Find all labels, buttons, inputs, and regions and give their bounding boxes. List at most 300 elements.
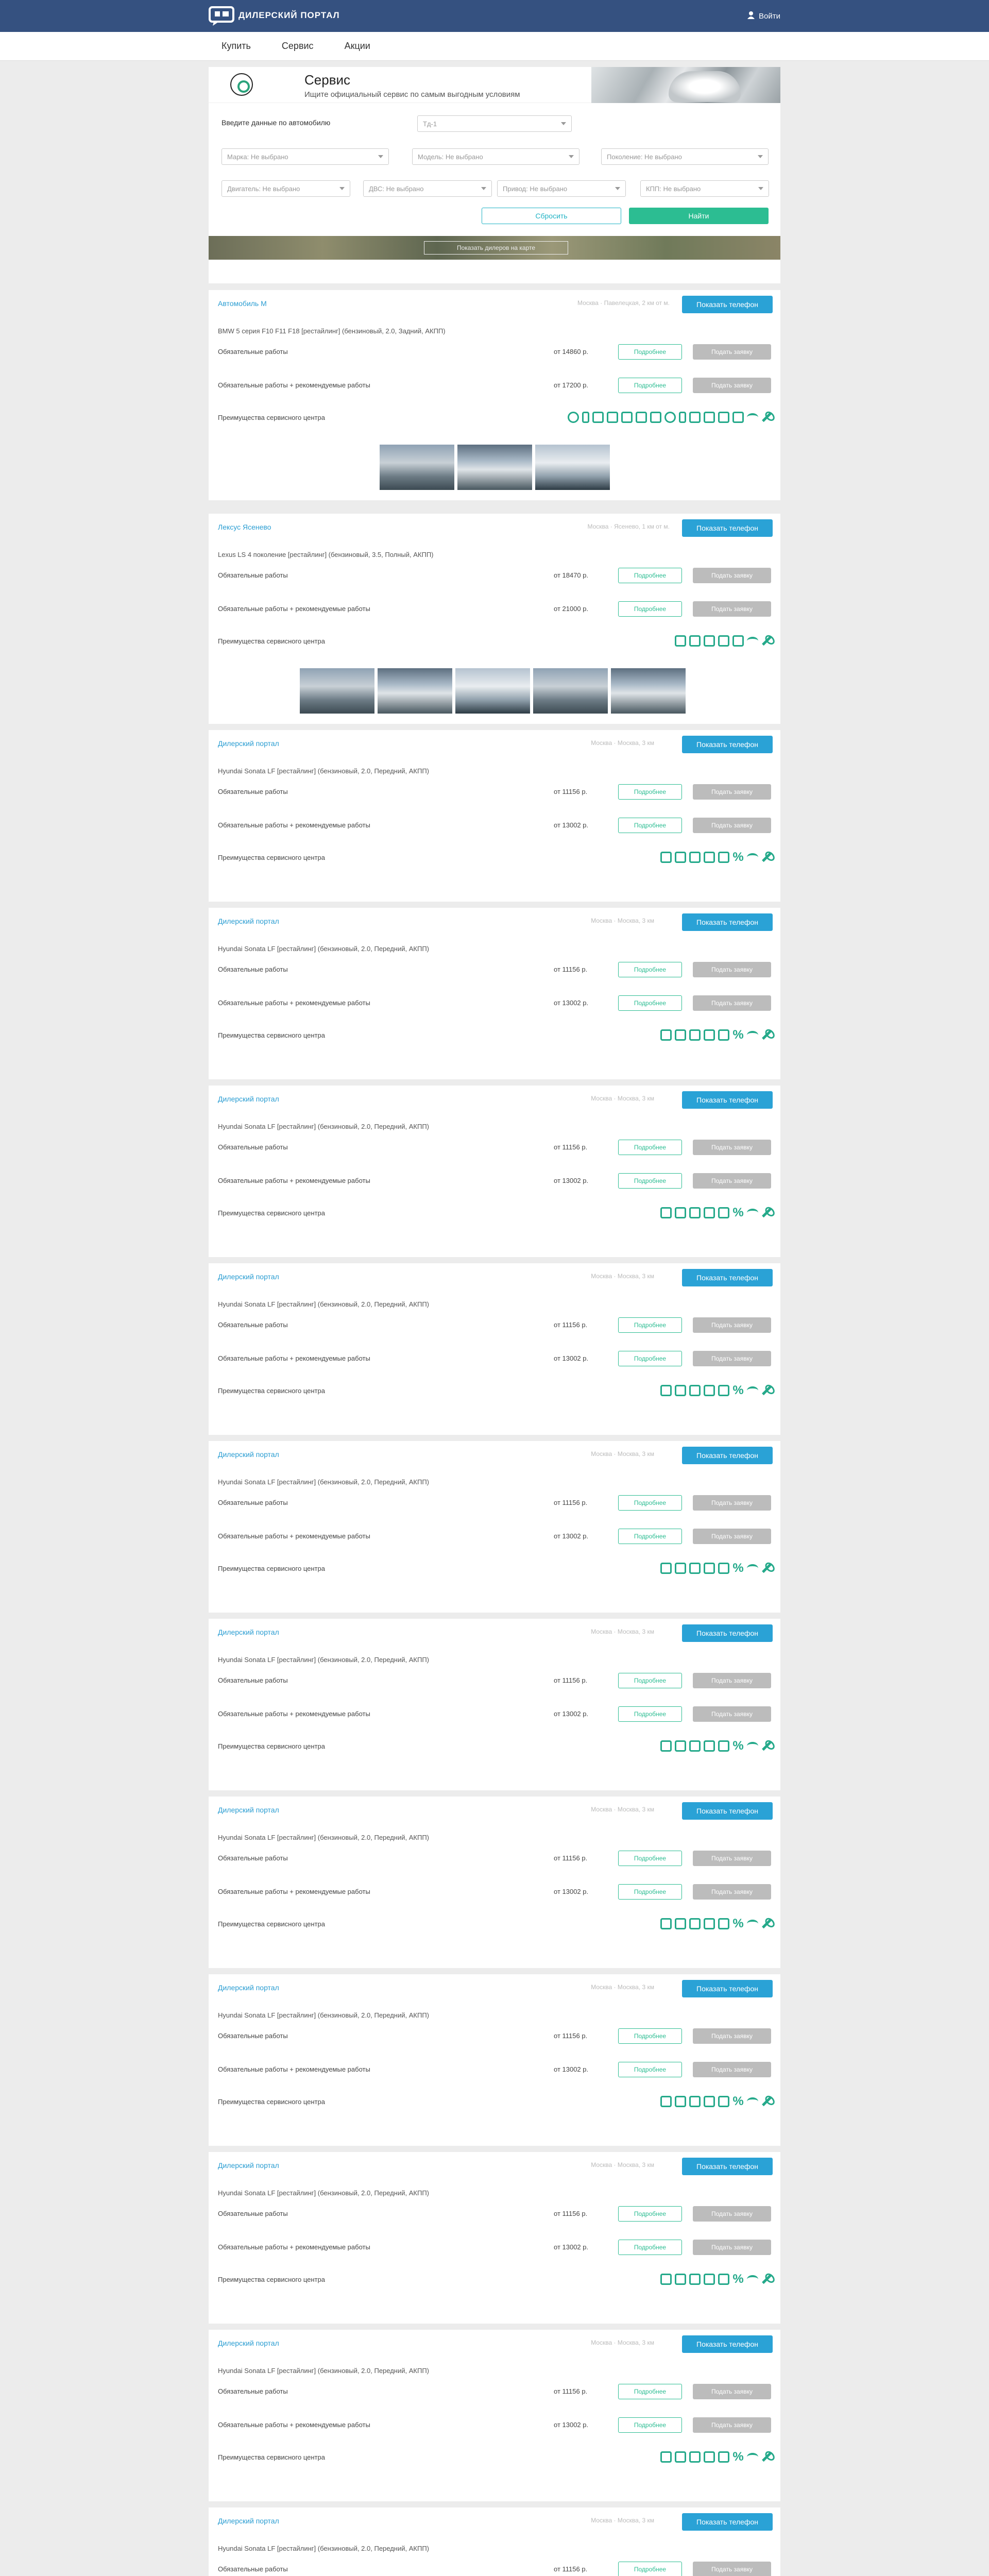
details-button[interactable]: Подробнее xyxy=(618,2062,682,2077)
dealer-name-link[interactable]: Дилерский портал xyxy=(218,739,279,748)
film-icon xyxy=(689,635,701,647)
dealer-name-link[interactable]: Дилерский портал xyxy=(218,1450,279,1459)
clock-icon xyxy=(568,412,579,423)
price-row-label: Обязательные работы + рекомендуемые работы xyxy=(218,2065,370,2073)
car-description: Hyundai Sonata LF [рестайлинг] (бензиновый, 2.0, Передний, АКПП) xyxy=(218,767,429,775)
sofa-icon xyxy=(704,635,715,647)
wrench-icon xyxy=(759,2449,775,2465)
login-label: Войти xyxy=(759,11,780,21)
service-card xyxy=(209,1968,780,2146)
card-header xyxy=(209,1797,780,1822)
price-row xyxy=(209,1493,780,1513)
price-row-label: Обязательные работы xyxy=(218,1321,288,1329)
service-card xyxy=(209,1435,780,1613)
gas-station-icon xyxy=(732,635,744,647)
car-wash-icon xyxy=(718,1740,729,1752)
wrench-icon xyxy=(759,1916,775,1931)
car-description: Hyundai Sonata LF [рестайлинг] (бензиновый, 2.0, Передний, АКПП) xyxy=(218,2545,429,2552)
wrench-icon xyxy=(759,633,775,649)
price-row-label: Обязательные работы + рекомендуемые работы xyxy=(218,605,370,613)
tire-icon xyxy=(664,412,676,423)
price-row-label: Обязательные работы + рекомендуемые работы xyxy=(218,1710,370,1718)
road-icon xyxy=(689,412,701,423)
key-icon xyxy=(679,412,686,423)
wifi-icon xyxy=(747,413,758,421)
dealer-location: Москва · Москва, 3 км xyxy=(591,2161,654,2168)
advantages-icons xyxy=(660,852,773,863)
price-value: от 13002 р. xyxy=(554,1532,589,1540)
car-wash-icon xyxy=(718,1207,729,1218)
price-row xyxy=(209,2237,780,2258)
price-row-label: Обязательные работы xyxy=(218,1854,288,1862)
car-description: Hyundai Sonata LF [рестайлинг] (бензиновый, 2.0, Передний, АКПП) xyxy=(218,1834,429,1841)
advantages-label: Преимущества сервисного центра xyxy=(218,1742,325,1750)
price-row xyxy=(209,1670,780,1691)
brand-select[interactable]: Марка: Не выбрано xyxy=(221,148,389,165)
show-phone-button[interactable]: Показать телефон xyxy=(682,1269,773,1286)
price-row xyxy=(209,1704,780,1724)
apply-button[interactable]: Подать заявку xyxy=(693,1495,771,1511)
brand-logo[interactable] xyxy=(209,5,340,26)
price-row xyxy=(209,2381,780,2402)
apply-button[interactable]: Подать заявку xyxy=(693,1884,771,1900)
percent-icon: % xyxy=(732,850,744,864)
car-icon xyxy=(675,1563,686,1574)
generation-select[interactable]: Поколение: Не выбрано xyxy=(601,148,769,165)
percent-icon: % xyxy=(732,1028,744,1042)
price-value: от 13002 р. xyxy=(554,999,589,1007)
price-row xyxy=(209,2026,780,2046)
dealer-name-link[interactable]: Автомобиль М xyxy=(218,299,267,308)
wifi-icon xyxy=(747,1564,758,1572)
car-icon xyxy=(689,1385,701,1396)
car-description: BMW 5 серия F10 F11 F18 [рестайлинг] (бензиновый, 2.0, Задний, АКПП) xyxy=(218,327,446,335)
details-button[interactable]: Подробнее xyxy=(618,1140,682,1155)
apply-button[interactable]: Подать заявку xyxy=(693,818,771,833)
sofa-icon xyxy=(704,1918,715,1929)
apply-button[interactable]: Подать заявку xyxy=(693,378,771,393)
price-row xyxy=(209,375,780,396)
price-value: от 13002 р. xyxy=(554,1354,589,1362)
price-value: от 11156 р. xyxy=(554,2387,588,2395)
price-row xyxy=(209,599,780,619)
car-icon xyxy=(689,1029,701,1041)
price-value: от 17200 р. xyxy=(554,381,589,389)
car-description: Hyundai Sonata LF [рестайлинг] (бензиновый, 2.0, Передний, АКПП) xyxy=(218,2367,429,2375)
car-icon xyxy=(675,1207,686,1218)
wrench-icon xyxy=(759,1560,775,1576)
apply-button[interactable]: Подать заявку xyxy=(693,2028,771,2044)
percent-icon: % xyxy=(732,2450,744,2464)
price-row-label: Обязательные работы xyxy=(218,788,288,795)
price-value: от 13002 р. xyxy=(554,2243,589,2251)
film-icon xyxy=(660,852,672,863)
dealer-location: Москва · Москва, 3 км xyxy=(591,1095,654,1102)
person-icon xyxy=(582,412,589,423)
details-button[interactable]: Подробнее xyxy=(618,2028,682,2044)
dealer-name-link[interactable]: Дилерский портал xyxy=(218,2161,279,2170)
details-button[interactable]: Подробнее xyxy=(618,1673,682,1688)
wrench-icon xyxy=(759,849,775,865)
form-label: Введите данные по автомобилю xyxy=(221,118,331,127)
service-photo[interactable] xyxy=(380,445,454,490)
car-description: Hyundai Sonata LF [рестайлинг] (бензиновый, 2.0, Передний, АКПП) xyxy=(218,945,429,953)
price-value: от 21000 р. xyxy=(554,605,589,613)
car-wash-icon xyxy=(718,2096,729,2107)
price-row-label: Обязательные работы + рекомендуемые работы xyxy=(218,1532,370,1540)
percent-icon: % xyxy=(732,1917,744,1930)
dealer-name-link[interactable]: Дилерский портал xyxy=(218,1628,279,1636)
engine-select[interactable]: Двигатель: Не выбрано xyxy=(221,180,350,197)
dealer-name-link[interactable]: Дилерский портал xyxy=(218,1095,279,1103)
price-row-label: Обязательные работы xyxy=(218,2210,288,2217)
car-icon xyxy=(675,1385,686,1396)
price-row-label: Обязательные работы xyxy=(218,2032,288,2040)
percent-icon: % xyxy=(732,1206,744,1219)
advantages-icons xyxy=(568,412,773,423)
page-title: Сервис xyxy=(304,72,351,88)
city-select[interactable]: Тд-1 xyxy=(417,115,572,132)
advantages-icons xyxy=(660,1918,773,1929)
dealer-location: Москва · Ясенево, 1 км от м. xyxy=(587,523,670,530)
wifi-icon xyxy=(747,637,758,645)
card-header xyxy=(209,1619,780,1645)
card-header xyxy=(209,2152,780,2178)
price-row xyxy=(209,1315,780,1335)
apply-button[interactable]: Подать заявку xyxy=(693,1351,771,1366)
apply-button[interactable]: Подать заявку xyxy=(693,995,771,1011)
price-row-label: Обязательные работы xyxy=(218,348,288,355)
advantages-icons xyxy=(660,1740,773,1752)
apply-button[interactable]: Подать заявку xyxy=(693,344,771,360)
show-map-button[interactable]: Показать дилеров на карте xyxy=(424,241,568,255)
card-header xyxy=(209,2507,780,2533)
reset-button[interactable]: Сбросить xyxy=(482,208,621,224)
apply-button[interactable]: Подать заявку xyxy=(693,1706,771,1722)
drive-select[interactable]: Привод: Не выбрано xyxy=(497,180,626,197)
car-description: Lexus LS 4 поколение [рестайлинг] (бензиновый, 3.5, Полный, АКПП) xyxy=(218,551,434,558)
price-row-label: Обязательные работы + рекомендуемые работы xyxy=(218,1888,370,1895)
price-row xyxy=(209,565,780,586)
show-phone-button[interactable]: Показать телефон xyxy=(682,2335,773,2353)
advantages-label: Преимущества сервисного центра xyxy=(218,2453,325,2461)
advantages-label: Преимущества сервисного центра xyxy=(218,1565,325,1572)
card-header xyxy=(209,908,780,934)
film-icon xyxy=(660,1563,672,1574)
apply-button[interactable]: Подать заявку xyxy=(693,784,771,800)
car-wash-icon xyxy=(718,412,729,423)
dealer-location: Москва · Павелецкая, 2 км от м. xyxy=(577,299,670,307)
film-icon xyxy=(621,412,633,423)
details-button[interactable]: Подробнее xyxy=(618,2562,682,2576)
service-photo[interactable] xyxy=(378,668,452,714)
details-button[interactable]: Подробнее xyxy=(618,2240,682,2255)
sofa-icon xyxy=(704,1207,715,1218)
details-button[interactable]: Подробнее xyxy=(618,601,682,617)
apply-button[interactable]: Подать заявку xyxy=(693,1140,771,1155)
service-photo[interactable] xyxy=(300,668,374,714)
percent-icon: % xyxy=(732,2094,744,2108)
sofa-icon xyxy=(704,1385,715,1396)
sofa-icon xyxy=(704,1029,715,1041)
sofa-icon xyxy=(704,2274,715,2285)
price-row xyxy=(209,993,780,1013)
dealer-name-link[interactable]: Дилерский портал xyxy=(218,2517,279,2525)
car-description: Hyundai Sonata LF [рестайлинг] (бензиновый, 2.0, Передний, АКПП) xyxy=(218,1478,429,1486)
film-icon xyxy=(660,2274,672,2285)
show-phone-button[interactable]: Показать телефон xyxy=(682,1980,773,1997)
car-filter-form xyxy=(209,103,780,272)
find-button[interactable]: Найти xyxy=(629,208,769,224)
show-phone-button[interactable]: Показать телефон xyxy=(682,913,773,931)
price-value: от 11156 р. xyxy=(554,2032,588,2040)
dealer-name-link[interactable]: Дилерский портал xyxy=(218,2339,279,2347)
wifi-icon xyxy=(747,1742,758,1750)
details-button[interactable]: Подробнее xyxy=(618,2384,682,2399)
coffee-icon xyxy=(718,635,729,647)
wrench-icon xyxy=(759,1738,775,1754)
dealer-name-link[interactable]: Лексус Ясенево xyxy=(218,523,271,531)
apply-button[interactable]: Подать заявку xyxy=(693,568,771,583)
car-icon xyxy=(689,2096,701,2107)
card-header xyxy=(209,1263,780,1289)
service-card xyxy=(209,724,780,902)
apply-button[interactable]: Подать заявку xyxy=(693,2562,771,2576)
service-photos xyxy=(300,668,686,714)
price-row-label: Обязательные работы + рекомендуемые работы xyxy=(218,999,370,1007)
percent-icon: % xyxy=(732,2272,744,2286)
show-phone-button[interactable]: Показать телефон xyxy=(682,1802,773,1820)
card-header xyxy=(209,1974,780,2000)
percent-icon: % xyxy=(732,1561,744,1575)
details-button[interactable]: Подробнее xyxy=(618,568,682,583)
price-row-label: Обязательные работы xyxy=(218,2387,288,2395)
film-icon xyxy=(660,1385,672,1396)
details-button[interactable]: Подробнее xyxy=(618,1495,682,1511)
car-icon xyxy=(689,1918,701,1929)
tv-icon xyxy=(704,412,715,423)
percent-icon: % xyxy=(732,1383,744,1397)
price-row-label: Обязательные работы xyxy=(218,2565,288,2573)
details-button[interactable]: Подробнее xyxy=(618,344,682,360)
price-row-label: Обязательные работы + рекомендуемые работы xyxy=(218,381,370,389)
details-button[interactable]: Подробнее xyxy=(618,995,682,1011)
dealer-location: Москва · Москва, 3 км xyxy=(591,2517,654,2524)
wrench-icon xyxy=(759,1382,775,1398)
nav-item-buy[interactable]: Купить xyxy=(221,41,251,51)
banner-car-image xyxy=(591,67,780,103)
login-link[interactable] xyxy=(747,11,780,21)
advantages-label: Преимущества сервисного центра xyxy=(218,1031,325,1039)
dealer-name-link[interactable]: Дилерский портал xyxy=(218,917,279,925)
card-header xyxy=(209,290,780,316)
service-card xyxy=(209,902,780,1079)
dealer-location: Москва · Москва, 3 км xyxy=(591,1806,654,1813)
wrench-icon xyxy=(759,2093,775,2109)
model-select[interactable]: Модель: Не выбрано xyxy=(412,148,579,165)
service-card xyxy=(209,1790,780,1968)
price-value: от 14860 р. xyxy=(554,348,589,355)
price-value: от 11156 р. xyxy=(554,1676,588,1684)
details-button[interactable]: Подробнее xyxy=(618,1173,682,1189)
service-logo-icon xyxy=(230,73,253,96)
details-button[interactable]: Подробнее xyxy=(618,2206,682,2222)
sofa-icon xyxy=(704,2096,715,2107)
sofa-icon xyxy=(704,2451,715,2463)
apply-button[interactable]: Подать заявку xyxy=(693,1529,771,1544)
price-row xyxy=(209,782,780,802)
wifi-icon xyxy=(747,1386,758,1395)
card-header xyxy=(209,514,780,539)
advantages-icons xyxy=(660,2274,773,2285)
car-icon xyxy=(675,1918,686,1929)
details-button[interactable]: Подробнее xyxy=(618,818,682,833)
user-icon xyxy=(747,11,755,21)
tv-icon xyxy=(675,635,686,647)
page-subtitle: Ищите официальный сервис по самым выгодным условиям xyxy=(304,90,520,99)
coffee-icon xyxy=(636,412,647,423)
details-button[interactable]: Подробнее xyxy=(618,1706,682,1722)
gearbox-select[interactable]: КПП: Не выбрано xyxy=(640,180,769,197)
dealer-name-link[interactable]: Дилерский портал xyxy=(218,1984,279,1992)
apply-button[interactable]: Подать заявку xyxy=(693,1317,771,1333)
apply-button[interactable]: Подать заявку xyxy=(693,2417,771,2433)
wrench-icon xyxy=(759,1027,775,1043)
details-button[interactable]: Подробнее xyxy=(618,1851,682,1866)
details-button[interactable]: Подробнее xyxy=(618,2417,682,2433)
price-value: от 13002 р. xyxy=(554,1888,589,1895)
price-row xyxy=(209,1171,780,1191)
details-button[interactable]: Подробнее xyxy=(618,378,682,393)
service-card xyxy=(209,1257,780,1435)
advantages-icons xyxy=(660,2451,773,2463)
nav-item-service[interactable]: Сервис xyxy=(281,41,314,51)
wrench-icon xyxy=(759,409,775,425)
car-wash-icon xyxy=(718,1029,729,1041)
service-photo[interactable] xyxy=(535,445,610,490)
car-description: Hyundai Sonata LF [рестайлинг] (бензиновый, 2.0, Передний, АКПП) xyxy=(218,1656,429,1664)
details-button[interactable]: Подробнее xyxy=(618,1351,682,1366)
site-header xyxy=(0,0,989,32)
service-card xyxy=(209,507,780,724)
brand-name: ДИЛЕРСКИЙ ПОРТАЛ xyxy=(238,10,340,20)
price-row-label: Обязательные работы xyxy=(218,571,288,579)
service-card xyxy=(209,1613,780,1790)
service-photos xyxy=(380,445,610,490)
show-phone-button[interactable]: Показать телефон xyxy=(682,1624,773,1642)
film-icon xyxy=(660,1740,672,1752)
show-phone-button[interactable]: Показать телефон xyxy=(682,736,773,753)
car-icon xyxy=(689,2451,701,2463)
apply-button[interactable]: Подать заявку xyxy=(693,2206,771,2222)
service-photo[interactable] xyxy=(455,668,530,714)
dealer-location: Москва · Москва, 3 км xyxy=(591,1450,654,1458)
dealer-location: Москва · Москва, 3 км xyxy=(591,1984,654,1991)
price-row xyxy=(209,2059,780,2080)
show-phone-button[interactable]: Показать телефон xyxy=(682,2158,773,2175)
show-phone-button[interactable]: Показать телефон xyxy=(682,1447,773,1464)
price-value: от 11156 р. xyxy=(554,788,588,795)
apply-button[interactable]: Подать заявку xyxy=(693,2240,771,2255)
nav-item-promo[interactable]: Акции xyxy=(344,41,370,51)
price-row xyxy=(209,959,780,980)
car-wash-icon xyxy=(718,2451,729,2463)
advantages-icons xyxy=(660,1207,773,1218)
price-value: от 11156 р. xyxy=(554,1143,588,1151)
ice-select[interactable]: ДВС: Не выбрано xyxy=(363,180,492,197)
service-photo[interactable] xyxy=(611,668,686,714)
apply-button[interactable]: Подать заявку xyxy=(693,1851,771,1866)
apply-button[interactable]: Подать заявку xyxy=(693,962,771,977)
price-row-label: Обязательные работы + рекомендуемые работы xyxy=(218,1177,370,1184)
apply-button[interactable]: Подать заявку xyxy=(693,1673,771,1688)
dealer-location: Москва · Москва, 3 км xyxy=(591,917,654,924)
car-wash-icon xyxy=(718,1563,729,1574)
price-row-label: Обязательные работы xyxy=(218,1676,288,1684)
dealer-location: Москва · Москва, 3 км xyxy=(591,1273,654,1280)
apply-button[interactable]: Подать заявку xyxy=(693,2384,771,2399)
card-header xyxy=(209,1086,780,1111)
show-phone-button[interactable]: Показать телефон xyxy=(682,296,773,313)
car-description: Hyundai Sonata LF [рестайлинг] (бензиновый, 2.0, Передний, АКПП) xyxy=(218,2011,429,2019)
sofa-icon xyxy=(704,1563,715,1574)
apply-button[interactable]: Подать заявку xyxy=(693,601,771,617)
service-banner xyxy=(209,67,780,103)
details-button[interactable]: Подробнее xyxy=(618,1884,682,1900)
price-row-label: Обязательные работы + рекомендуемые работы xyxy=(218,821,370,829)
price-value: от 11156 р. xyxy=(554,1854,588,1862)
price-value: от 13002 р. xyxy=(554,2065,589,2073)
wifi-icon xyxy=(747,2453,758,2461)
car-icon xyxy=(675,852,686,863)
car-icon xyxy=(689,2274,701,2285)
dealer-name-link[interactable]: Дилерский портал xyxy=(218,1273,279,1281)
dealer-name-link[interactable]: Дилерский портал xyxy=(218,1806,279,1814)
details-button[interactable]: Подробнее xyxy=(618,1317,682,1333)
apply-button[interactable]: Подать заявку xyxy=(693,1173,771,1189)
card-header xyxy=(209,1441,780,1467)
film-icon xyxy=(660,2096,672,2107)
price-value: от 13002 р. xyxy=(554,1710,589,1718)
price-row-label: Обязательные работы xyxy=(218,1143,288,1151)
price-value: от 13002 р. xyxy=(554,2421,589,2429)
service-photo[interactable] xyxy=(533,668,608,714)
details-button[interactable]: Подробнее xyxy=(618,1529,682,1544)
apply-button[interactable]: Подать заявку xyxy=(693,2062,771,2077)
show-phone-button[interactable]: Показать телефон xyxy=(682,1091,773,1109)
show-phone-button[interactable]: Показать телефон xyxy=(682,2513,773,2531)
price-row xyxy=(209,815,780,836)
advantages-icons xyxy=(675,635,773,647)
price-row xyxy=(209,2559,780,2576)
advantages-label: Преимущества сервисного центра xyxy=(218,1920,325,1928)
service-card xyxy=(209,2501,780,2576)
car-icon xyxy=(675,2451,686,2463)
show-phone-button[interactable]: Показать телефон xyxy=(682,519,773,537)
service-photo[interactable] xyxy=(457,445,532,490)
car-icon xyxy=(689,852,701,863)
price-row xyxy=(209,1137,780,1158)
details-button[interactable]: Подробнее xyxy=(618,784,682,800)
wrench-icon xyxy=(759,2271,775,2287)
car-icon xyxy=(675,2274,686,2285)
price-row-label: Обязательные работы + рекомендуемые работы xyxy=(218,1354,370,1362)
advantages-label: Преимущества сервисного центра xyxy=(218,637,325,645)
price-row xyxy=(209,1348,780,1369)
price-row xyxy=(209,2204,780,2224)
details-button[interactable]: Подробнее xyxy=(618,962,682,977)
wifi-icon xyxy=(747,2097,758,2106)
